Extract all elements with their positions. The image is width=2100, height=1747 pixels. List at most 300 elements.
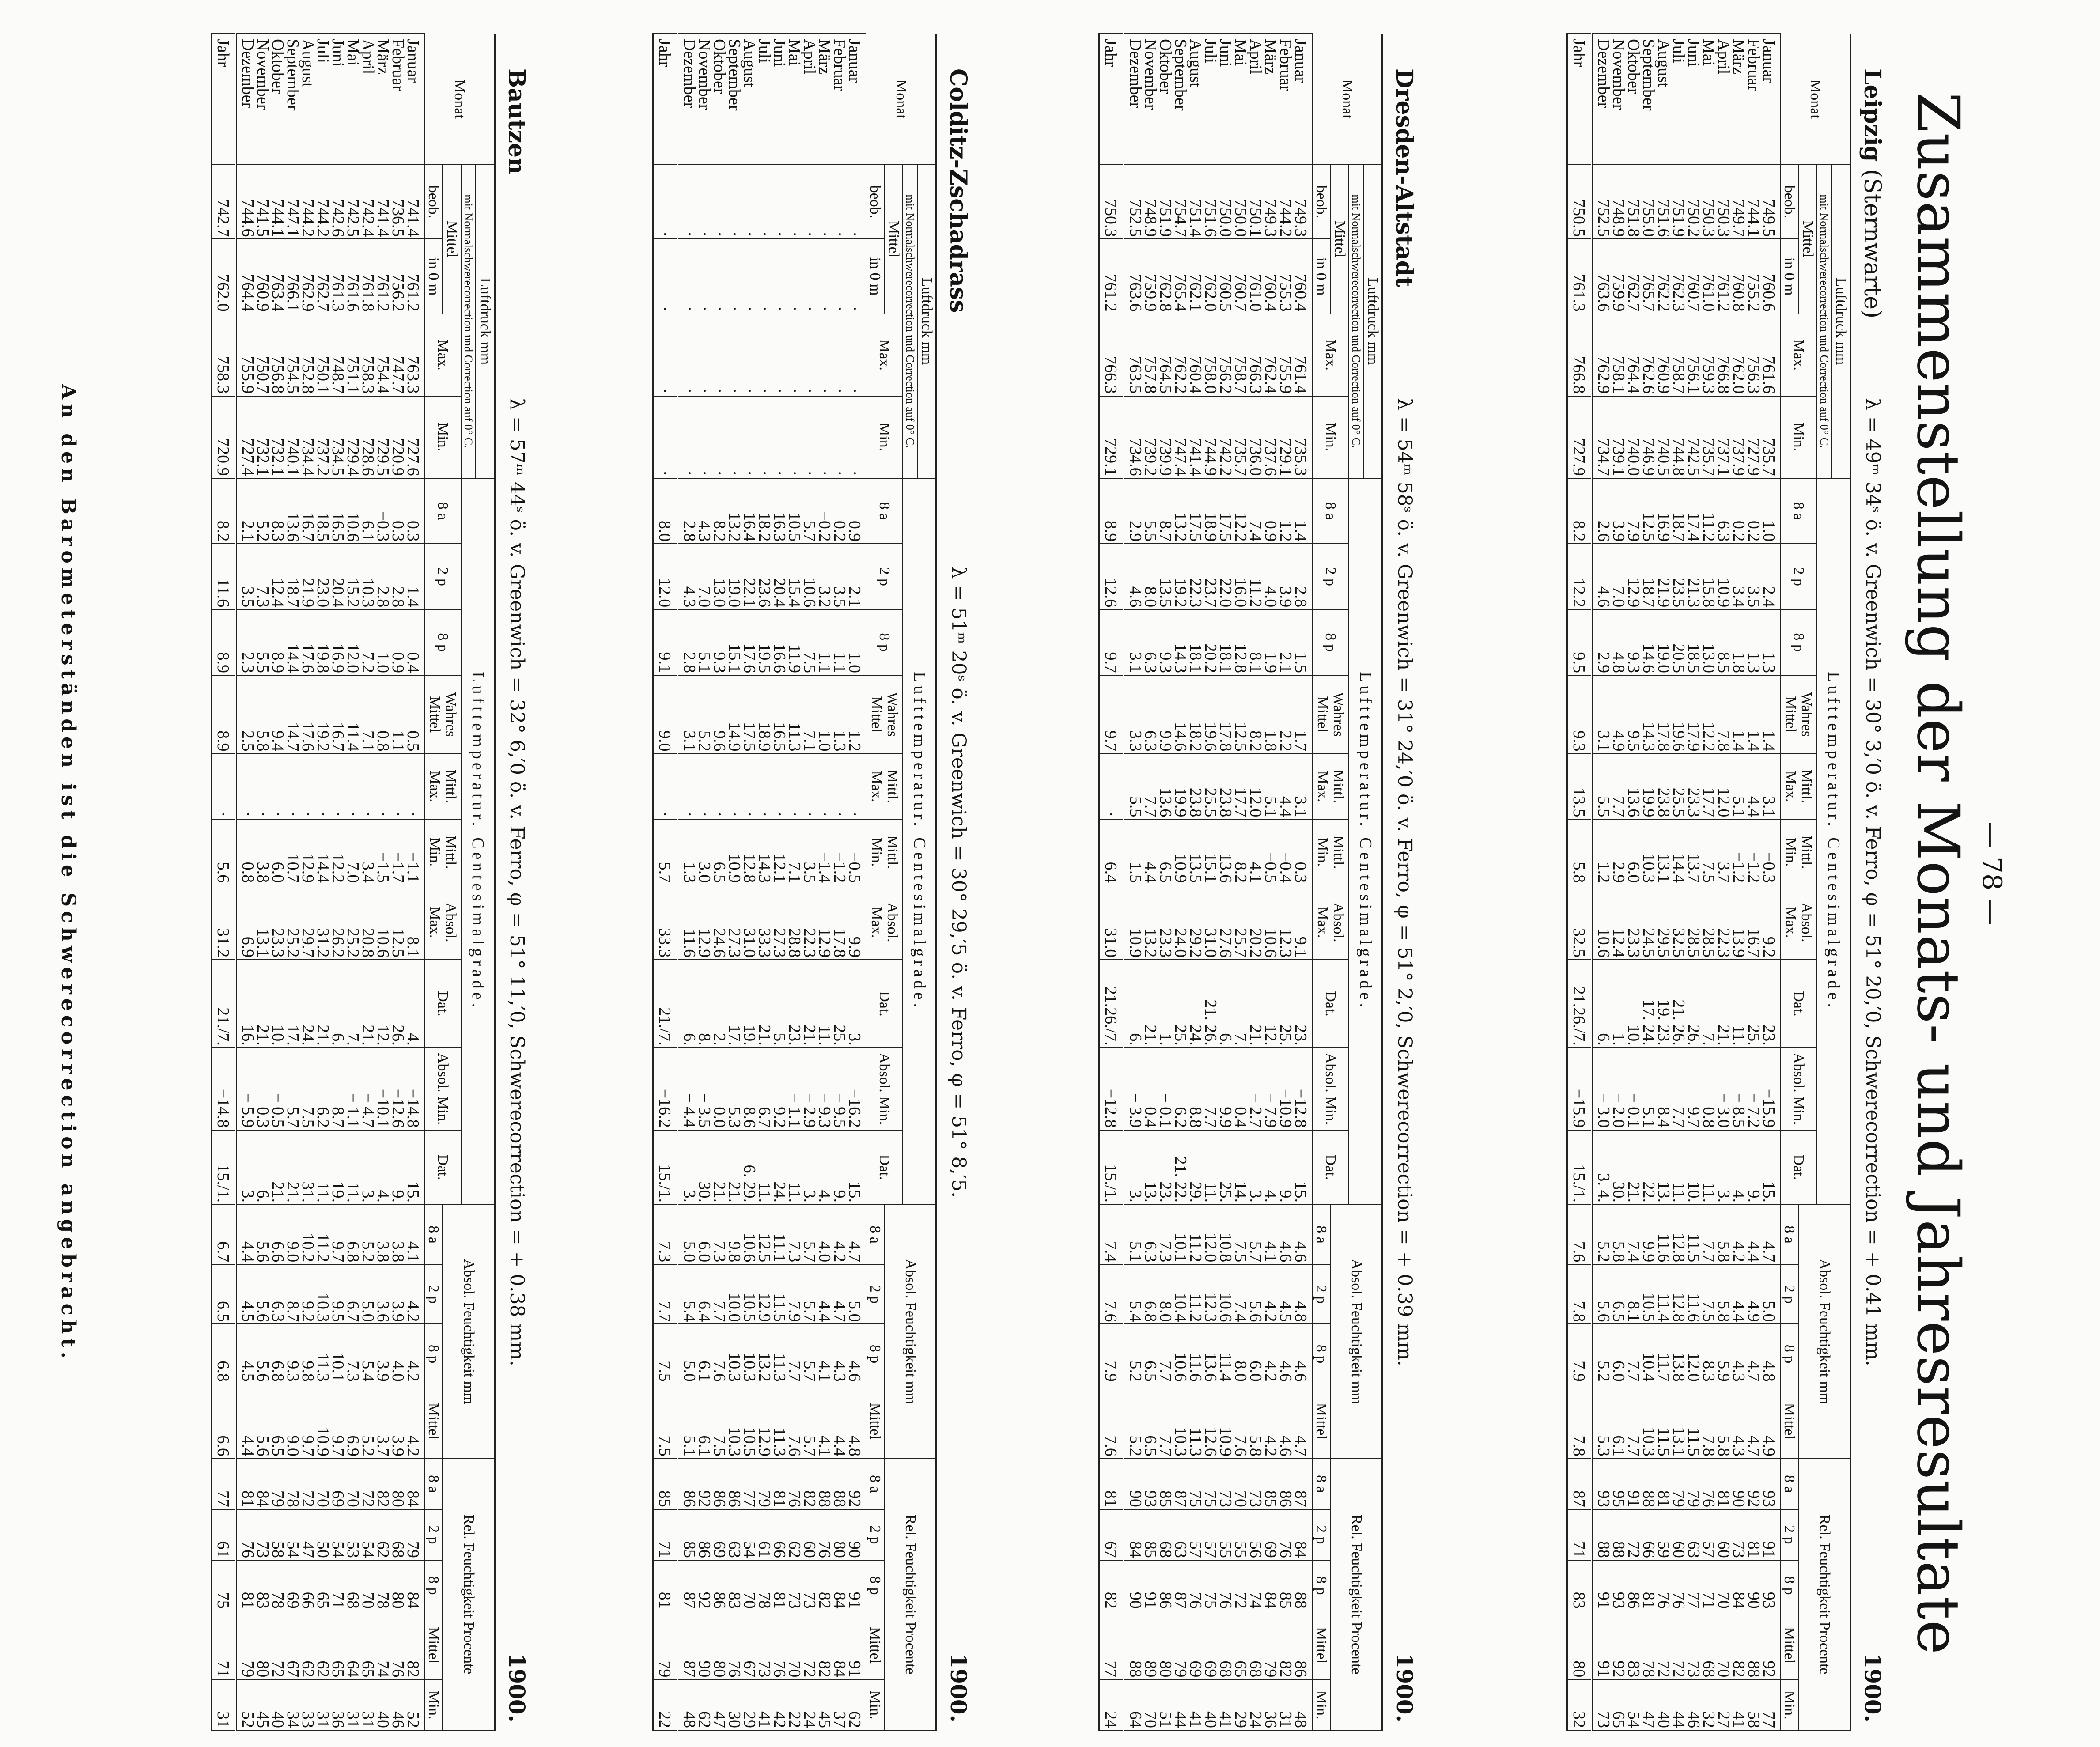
value-cell: 3.1 [1761, 754, 1780, 820]
value-cell: 10.0 [727, 1264, 742, 1324]
table-row [1158, 34, 1173, 1731]
value-cell: 70 [1233, 1459, 1248, 1509]
value-cell: 3. [847, 960, 866, 1048]
value-cell: 10.6 [1218, 1264, 1233, 1324]
value-cell: 9.3 [285, 1324, 300, 1384]
value-cell: 5.2 [360, 1205, 375, 1264]
value-cell: 91 [847, 1611, 866, 1680]
value-cell: 4.1 [817, 1324, 832, 1384]
value-cell: 15.2 [345, 544, 360, 609]
value-cell: 93 [1611, 1560, 1626, 1611]
value-cell: · [757, 396, 772, 478]
value-cell: 40 [1656, 1679, 1671, 1730]
value-cell: 7.3 [712, 1205, 727, 1264]
station-section [652, 33, 972, 1731]
value-cell: 81 [653, 1560, 677, 1611]
header-temp-wahres_mittel: Wahres Mittel [1780, 675, 1817, 754]
value-cell: 3.9 [1611, 478, 1626, 544]
value-cell: 736.0 [1248, 396, 1263, 478]
value-cell: 752.8 [300, 314, 315, 396]
value-cell: 9.9 [1158, 675, 1173, 754]
month-cell: September [1173, 34, 1188, 165]
value-cell: 5.0 [677, 1324, 697, 1384]
value-cell: 17.6 [300, 675, 315, 754]
value-cell: 21. 26. [1671, 960, 1686, 1048]
value-cell: 73 [1248, 1459, 1263, 1509]
value-cell: 82 [817, 1611, 832, 1680]
value-cell: 5.8 [1248, 1384, 1263, 1459]
value-cell: 90 [847, 1509, 866, 1560]
value-cell: 58 [1746, 1679, 1761, 1730]
value-cell: · [802, 164, 817, 239]
value-cell: 4.4 [1278, 754, 1293, 820]
value-cell: 12.5 [390, 885, 405, 960]
value-cell: 29 [742, 1679, 757, 1730]
value-cell: 4.6 [1293, 1324, 1312, 1384]
header-temp-absol_min: Absol. Min. [424, 1048, 461, 1130]
value-cell: 20.2 [1203, 609, 1218, 675]
value-cell: 21. [757, 960, 772, 1048]
value-cell: 25.7 [1233, 885, 1248, 960]
value-cell: 33.3 [757, 885, 772, 960]
value-cell: 760.7 [1686, 239, 1701, 314]
value-cell: 13.1 [255, 885, 270, 960]
value-cell: 4.2 [1731, 1205, 1746, 1264]
value-cell: 66 [300, 1560, 315, 1611]
value-cell: 10.6 [1173, 1324, 1188, 1384]
table-row [1293, 34, 1312, 1731]
header-beob: beob. [424, 164, 443, 239]
value-cell: 740.1 [285, 396, 300, 478]
value-cell: 6.5 [1143, 1384, 1158, 1459]
value-cell: 87 [1293, 1459, 1312, 1509]
value-cell: 22. [1641, 1130, 1656, 1205]
value-cell: 5.2 [1592, 1205, 1611, 1264]
value-cell: 11. [315, 1130, 330, 1205]
value-cell: 13.2 [1143, 885, 1158, 960]
month-cell: Oktober [712, 34, 727, 165]
value-cell: 12.2 [330, 819, 345, 885]
value-cell: 7.5 [300, 1048, 315, 1130]
value-cell: 22.0 [1218, 544, 1233, 609]
value-cell: 92 [1611, 1611, 1626, 1680]
header-rel-t8a: 8 a [866, 1459, 885, 1509]
value-cell: 4. [405, 960, 424, 1048]
value-cell: 7.1 [360, 675, 375, 754]
value-cell: 10.7 [285, 819, 300, 885]
value-cell: 86 [712, 1560, 727, 1611]
header-lufttemperatur: Lufttemperatur. Centesimalgrade. [1349, 478, 1382, 1205]
value-cell: 29.2 [1188, 885, 1203, 960]
value-cell: 76 [772, 1611, 787, 1680]
value-cell: · [847, 754, 866, 820]
value-cell: 72 [1626, 1509, 1641, 1560]
value-cell: 1.0 [847, 609, 866, 675]
value-cell: 1.3 [1746, 609, 1761, 675]
value-cell: 8.2 [211, 478, 236, 544]
value-cell: 756.2 [1218, 314, 1233, 396]
value-cell: 78 [1641, 1611, 1656, 1680]
value-cell: 54 [330, 1509, 345, 1560]
value-cell: 47 [1641, 1679, 1656, 1730]
value-cell: 7.5 [1233, 1205, 1248, 1264]
header-feucht-t8p: 8 p [1780, 1324, 1799, 1384]
value-cell: 10.6 [1263, 885, 1278, 960]
value-cell: 84 [832, 1611, 847, 1680]
value-cell: · [405, 754, 424, 820]
value-cell: 21. [1143, 960, 1158, 1048]
value-cell: 75 [211, 1560, 236, 1611]
value-cell: 7.7 [1626, 1324, 1641, 1384]
value-cell: 741.4 [375, 164, 390, 239]
value-cell: 21. [360, 960, 375, 1048]
value-cell: 8. [697, 960, 712, 1048]
value-cell: 764.4 [1626, 314, 1641, 396]
value-cell: 2.4 [1761, 544, 1780, 609]
value-cell: 760.4 [1293, 239, 1312, 314]
value-cell: 4.3 [832, 1324, 847, 1384]
value-cell: 11. [817, 960, 832, 1048]
value-cell: 9.0 [653, 675, 677, 754]
value-cell: · [757, 754, 772, 820]
month-cell: November [697, 34, 712, 165]
value-cell: 61 [211, 1509, 236, 1560]
value-cell: 751.6 [1203, 164, 1218, 239]
value-cell: 54 [360, 1509, 375, 1560]
value-cell: · [375, 754, 390, 820]
header-feucht-mittel: Mittel [866, 1384, 885, 1459]
value-cell: −12.8 [1293, 1048, 1312, 1130]
value-cell: 27.3 [772, 885, 787, 960]
header-temp-t2p: 2 p [424, 544, 461, 609]
table-row [832, 34, 847, 1731]
value-cell: 9.5 [330, 1264, 345, 1324]
value-cell: 747.7 [390, 314, 405, 396]
value-cell: 13.1 [1671, 1384, 1686, 1459]
value-cell: 10.9 [1218, 1384, 1233, 1459]
value-cell: 80 [1567, 1611, 1592, 1680]
value-cell: 4.2 [1263, 1324, 1278, 1384]
value-cell: 11.2 [1248, 544, 1263, 609]
month-cell: Dezember [236, 34, 255, 165]
value-cell: 5.0 [847, 1264, 866, 1324]
header-temp-dat: Dat. [1312, 960, 1349, 1048]
value-cell: 7.7 [1671, 1048, 1686, 1130]
station-year: 1900. [1860, 1653, 1886, 1722]
header-luftdruck: Luftdruck mm [476, 164, 495, 478]
value-cell: 10.3 [727, 1324, 742, 1384]
station-coordinates: λ = 51ᵐ 20ˢ ö. v. Greenwich = 30° 29,′5 ö. v. Ferro, φ = 51° 8,′5. [947, 566, 970, 1198]
value-cell: 82 [405, 1611, 424, 1680]
value-cell: 0.8 [375, 675, 390, 754]
value-cell: 6.3 [1143, 609, 1158, 675]
header-relative-feuchtigkeit: Rel. Feuchtigkeit Procente [884, 1459, 936, 1731]
value-cell: 1.2 [847, 675, 866, 754]
value-cell: 7.8 [1567, 1264, 1592, 1324]
value-cell: · [697, 164, 712, 239]
value-cell: 2. [712, 960, 727, 1048]
header-rel-t2p: 2 p [1780, 1509, 1799, 1560]
value-cell: 9.6 [712, 675, 727, 754]
value-cell: 7.6 [712, 1324, 727, 1384]
value-cell: 36 [330, 1679, 345, 1730]
value-cell: 87 [677, 1611, 697, 1680]
value-cell: 7.0 [1611, 544, 1626, 609]
value-cell: 24 [1099, 1679, 1124, 1730]
value-cell: 81 [1746, 1509, 1761, 1560]
value-cell: 85 [1158, 1459, 1173, 1509]
value-cell: 10.5 [742, 1264, 757, 1324]
header-luftdruck: Luftdruck mm [1831, 164, 1850, 478]
value-cell: 9.2 [300, 1264, 315, 1324]
value-cell: 13.6 [1626, 754, 1641, 820]
value-cell: 739.9 [1158, 396, 1173, 478]
value-cell: 9.7 [1099, 675, 1124, 754]
value-cell: 735.7 [1701, 396, 1716, 478]
value-cell: 19. 23. [1656, 960, 1671, 1048]
value-cell: 86 [1626, 1560, 1641, 1611]
table-row [255, 34, 270, 1731]
value-cell: 4.0 [390, 1324, 405, 1384]
value-cell: 75 [1203, 1560, 1218, 1611]
value-cell: 42 [772, 1679, 787, 1730]
value-cell: 6.5 [712, 819, 727, 885]
header-druck-max: Max. [424, 314, 461, 396]
value-cell: −12.8 [1099, 1048, 1124, 1130]
header-temp-t8p: 8 p [1780, 609, 1817, 675]
value-cell: 88 [1746, 1611, 1761, 1680]
value-cell: 46 [1686, 1679, 1701, 1730]
value-cell: 7.5 [712, 1384, 727, 1459]
value-cell: 23.5 [1671, 544, 1686, 609]
value-cell: 12.9 [1626, 544, 1641, 609]
value-cell: 91 [1592, 1611, 1611, 1680]
value-cell: 77 [1761, 1679, 1780, 1730]
value-cell: 6.0 [697, 1205, 712, 1264]
value-cell: − 2.9 [802, 1048, 817, 1130]
month-cell: Mai [1701, 34, 1716, 165]
header-rel-min: Min. [866, 1679, 885, 1730]
value-cell: 7.7 [1143, 754, 1158, 820]
value-cell: 3. [802, 1130, 817, 1205]
value-cell: 4.4 [1746, 1205, 1761, 1264]
header-rel-mittel: Mittel [1780, 1611, 1799, 1680]
value-cell: 7.3 [255, 544, 270, 609]
value-cell: 5.7 [1248, 1205, 1263, 1264]
value-cell: −1.7 [390, 819, 405, 885]
value-cell: 8.7 [1158, 478, 1173, 544]
value-cell: 23. [1761, 960, 1780, 1048]
value-cell: 762.0 [211, 239, 236, 314]
value-cell: 13.2 [757, 1324, 772, 1384]
value-cell: 751.8 [1626, 164, 1641, 239]
value-cell: 6. [330, 960, 345, 1048]
value-cell: 68 [1248, 1611, 1263, 1680]
value-cell: 17.7 [1233, 754, 1248, 820]
value-cell: 61 [757, 1509, 772, 1560]
value-cell: 69 [330, 1459, 345, 1509]
value-cell: 3.8 [375, 1205, 390, 1264]
value-cell: 73 [1592, 1679, 1611, 1730]
value-cell: 734.5 [330, 396, 345, 478]
value-cell: · [727, 239, 742, 314]
month-cell: Februar [1278, 34, 1293, 165]
header-rel-t8a: 8 a [424, 1459, 443, 1509]
value-cell: 7.7 [1158, 1384, 1173, 1459]
station-name-main: Bautzen [503, 68, 530, 174]
value-cell: 19.9 [1173, 754, 1188, 820]
value-cell: 748.9 [1611, 164, 1626, 239]
header-feucht-t2p: 2 p [424, 1264, 443, 1324]
value-cell: 76 [236, 1509, 255, 1560]
table-row [285, 34, 300, 1731]
value-cell: 4.9 [1611, 675, 1626, 754]
value-cell: 6.1 [697, 1324, 712, 1384]
value-cell: 23. [1158, 1130, 1173, 1205]
value-cell: 9.3 [1626, 609, 1641, 675]
value-cell: 1.0 [375, 609, 390, 675]
value-cell: 79 [1671, 1459, 1686, 1509]
value-cell: 9.1 [653, 609, 677, 675]
value-cell: · [832, 754, 847, 820]
year-total-row [653, 34, 677, 1731]
header-rel-t8p: 8 p [1780, 1560, 1799, 1611]
value-cell: 82 [375, 1459, 390, 1509]
value-cell: −1.2 [832, 819, 847, 885]
value-cell: 760.8 [1731, 239, 1746, 314]
value-cell: 14.6 [1641, 609, 1656, 675]
value-cell: −10.1 [375, 1048, 390, 1130]
value-cell: 6.5 [1158, 819, 1173, 885]
value-cell: 766.8 [1716, 314, 1731, 396]
value-cell: 6.3 [1716, 478, 1731, 544]
value-cell: 8.2 [712, 478, 727, 544]
value-cell: 17.9 [1686, 675, 1701, 754]
value-cell: · [1099, 754, 1124, 820]
value-cell: 7.6 [1567, 1205, 1592, 1264]
header-temp-t8a: 8 a [866, 478, 903, 544]
year-total-row [211, 34, 236, 1731]
value-cell: · [677, 239, 697, 314]
value-cell: 729.4 [345, 396, 360, 478]
header-temp-mittl_max: Mittl. Max. [1780, 754, 1817, 820]
value-cell: 4.8 [1611, 609, 1626, 675]
value-cell: 88 [832, 1459, 847, 1509]
value-cell: 76 [1188, 1560, 1203, 1611]
value-cell: 12.8 [1671, 1264, 1686, 1324]
value-cell: 36 [1263, 1679, 1278, 1730]
station-coordinates: λ = 49ᵐ 34ˢ ö. v. Greenwich = 30° 3,′0 ö. v. Ferro, φ = 51° 20,′0, Schwerecorrection = + 0.41 mm. [1862, 398, 1884, 1366]
value-cell: 5.7 [802, 478, 817, 544]
value-cell: 9.2 [772, 1048, 787, 1130]
value-cell: −0.5 [847, 819, 866, 885]
station-year: 1900. [504, 1653, 530, 1722]
value-cell: 10.3 [1641, 819, 1656, 885]
month-cell: Januar [847, 34, 866, 165]
value-cell: 8.6 [742, 1048, 757, 1130]
header-feucht-t2p: 2 p [866, 1264, 885, 1324]
value-cell: 6.2 [1173, 1048, 1188, 1130]
value-cell: 12.5 [1233, 675, 1248, 754]
header-feucht-t8p: 8 p [424, 1324, 443, 1384]
value-cell: 10.9 [315, 1384, 330, 1459]
table-row [1124, 34, 1143, 1731]
value-cell: 32.5 [1567, 885, 1592, 960]
value-cell: 21. [1248, 960, 1263, 1048]
value-cell: 29 [1233, 1679, 1248, 1730]
value-cell: 5.1 [677, 1384, 697, 1459]
header-feucht-mittel: Mittel [1780, 1384, 1799, 1459]
value-cell: 13. [1143, 1130, 1158, 1205]
value-cell: 4.0 [817, 1205, 832, 1264]
value-cell: 4.9 [1746, 1264, 1761, 1324]
value-cell: · [847, 239, 866, 314]
value-cell: 47 [712, 1679, 727, 1730]
value-cell: − 9.3 [817, 1048, 832, 1130]
value-cell: 3.6 [375, 1264, 390, 1324]
month-cell: Jahr [211, 34, 236, 165]
climate-table [652, 33, 937, 1731]
value-cell: 3.7 [375, 1384, 390, 1459]
value-cell: 52 [236, 1679, 255, 1730]
value-cell: − 3.0 [1716, 1048, 1731, 1130]
value-cell: 1.4 [405, 544, 424, 609]
value-cell: 8.2 [1567, 478, 1592, 544]
value-cell: 23. [787, 960, 802, 1048]
value-cell: 5.4 [360, 1324, 375, 1384]
month-cell: Juni [1686, 34, 1701, 165]
value-cell: 16.9 [1656, 478, 1671, 544]
value-cell: 15.1 [1203, 819, 1218, 885]
month-cell: Dezember [677, 34, 697, 165]
value-cell: 5.8 [1716, 1205, 1731, 1264]
header-in-0m: in 0 m [1312, 239, 1331, 314]
value-cell: 3. [236, 1130, 255, 1205]
value-cell: · [727, 314, 742, 396]
value-cell: 7.8 [1716, 675, 1731, 754]
month-cell: Jahr [1099, 34, 1124, 165]
month-cell: Mai [345, 34, 360, 165]
value-cell: 11. [1203, 1130, 1218, 1205]
value-cell: 5.0 [360, 1264, 375, 1324]
value-cell: 749.5 [1761, 164, 1780, 239]
header-luftdruck: Luftdruck mm [1363, 164, 1382, 478]
value-cell: 12.6 [1099, 544, 1124, 609]
value-cell: 91 [1761, 1509, 1780, 1560]
value-cell: 9.4 [270, 675, 285, 754]
value-cell: 86 [712, 1459, 727, 1509]
value-cell: 4.6 [1278, 1324, 1293, 1384]
value-cell: 55 [1233, 1509, 1248, 1560]
value-cell: 24 [1248, 1679, 1263, 1730]
value-cell: 750.0 [1233, 164, 1248, 239]
footnote: An den Barometerständen ist die Schwerecorrection angebracht. [57, 384, 79, 1363]
value-cell: 19.0 [1656, 609, 1671, 675]
value-cell: 0.2 [1746, 478, 1761, 544]
value-cell: 6.3 [1143, 1205, 1158, 1264]
value-cell: 84 [832, 1560, 847, 1611]
value-cell: 81 [1641, 1560, 1656, 1611]
value-cell: 78 [285, 1459, 300, 1509]
value-cell: 12.9 [817, 885, 832, 960]
value-cell: 31.0 [1099, 885, 1124, 960]
value-cell: 6.8 [345, 1205, 360, 1264]
value-cell: 742.5 [1686, 396, 1701, 478]
value-cell: 9.8 [300, 1324, 315, 1384]
value-cell: 21.9 [1656, 544, 1671, 609]
value-cell: 6.1 [1611, 1384, 1626, 1459]
value-cell: 3. [360, 1130, 375, 1205]
